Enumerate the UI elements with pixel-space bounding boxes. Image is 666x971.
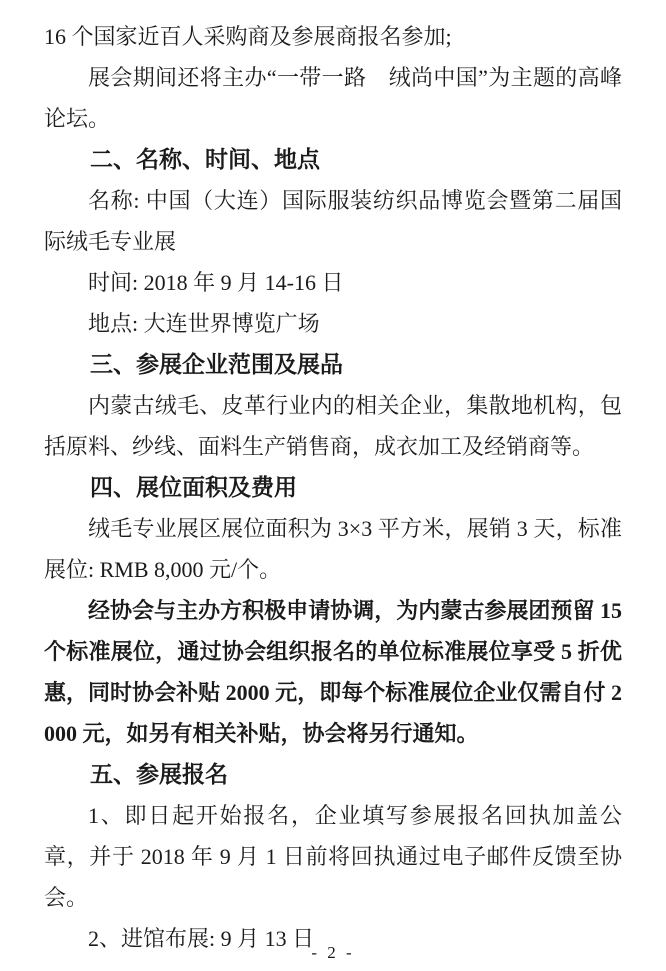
paragraph: 名称: 中国（大连）国际服装纺织品博览会暨第二届国际绒毛专业展 bbox=[44, 188, 622, 254]
paragraph: 展会期间还将主办“一带一路 绒尚中国”为主题的高峰论坛。 bbox=[44, 65, 622, 131]
section-heading: 三、参展企业范围及展品 bbox=[90, 351, 343, 377]
paragraph: 16 个国家近百人采购商及参展商报名参加; bbox=[44, 24, 452, 49]
paragraph: 地点: 大连世界博览广场 bbox=[88, 311, 320, 336]
page-number: - 2 - bbox=[311, 943, 355, 962]
section-heading: 五、参展报名 bbox=[90, 761, 228, 787]
paragraph: 绒毛专业展区展位面积为 3×3 平方米，展销 3 天，标准展位: RMB 8,000 元/个。 bbox=[44, 516, 622, 582]
section-heading: 二、名称、时间、地点 bbox=[90, 146, 320, 172]
paragraph: 时间: 2018 年 9 月 14-16 日 bbox=[88, 270, 344, 295]
paragraph: 内蒙古绒毛、皮革行业内的相关企业，集散地机构，包括原料、纱线、面料生产销售商，成衣加工及经销商等。 bbox=[44, 393, 622, 459]
paragraph-emphasis: 经协会与主办方积极申请协调，为内蒙古参展团预留 15 个标准展位，通过协会组织报名的单位标准展位享受 5 折优惠，同时协会补贴 2000 元，即每个标准展位企业仅需自付 2000 元，如另有相关补贴，协会将另行通知。 bbox=[44, 598, 622, 746]
paragraph: 1、即日起开始报名，企业填写参展报名回执加盖公章，并于 2018 年 9 月 1 日前将回执通过电子邮件反馈至协会。 bbox=[44, 803, 622, 910]
section-heading: 四、展位面积及费用 bbox=[90, 474, 297, 500]
paragraph: 2、进馆布展: 9 月 13 日 bbox=[88, 926, 315, 951]
document-body bbox=[44, 16, 622, 959]
